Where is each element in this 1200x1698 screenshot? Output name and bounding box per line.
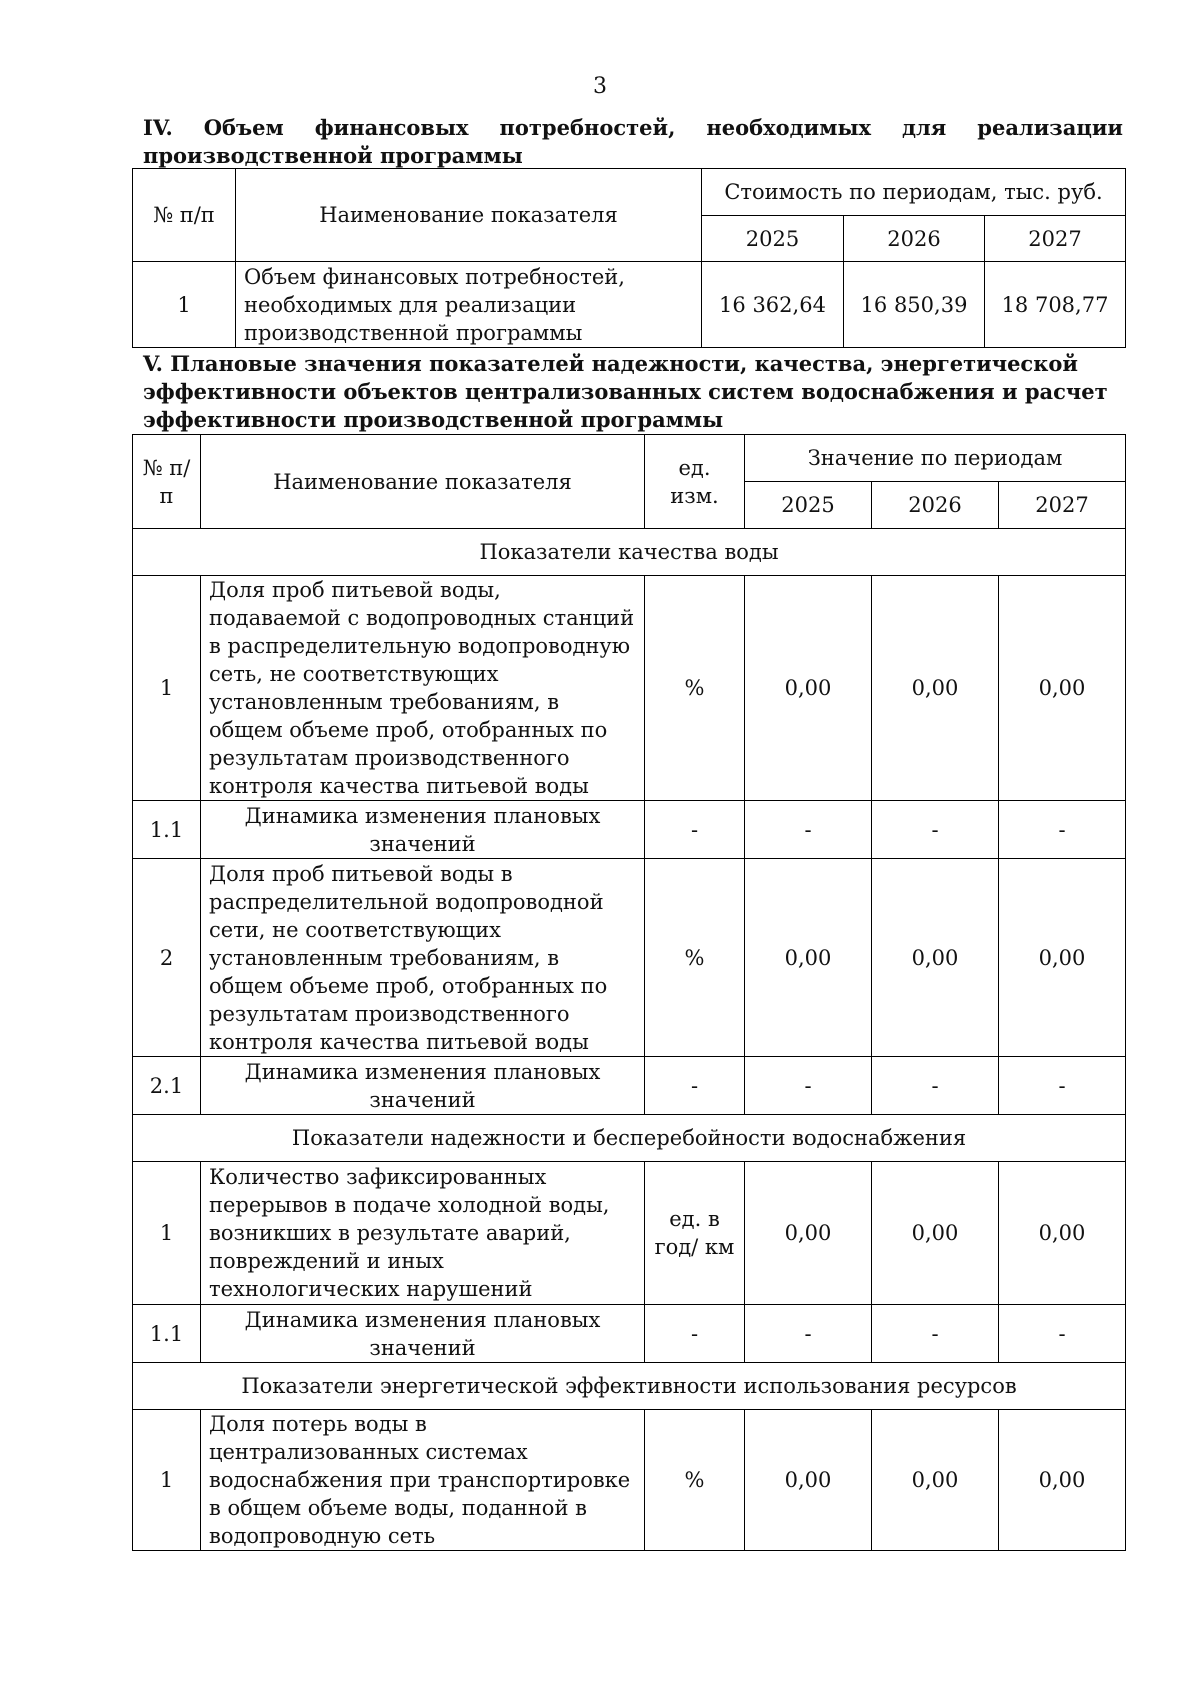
row-value: 0,00 bbox=[999, 576, 1126, 801]
row-value: 0,00 bbox=[872, 859, 999, 1057]
section-5-title: V. Плановые значения показателей надежности, качества, энергетической эффективности объектов централизованных систем водоснабжения и расчет эффективности производственной программы bbox=[143, 351, 1108, 432]
row-unit: - bbox=[645, 801, 745, 859]
row-value: - bbox=[745, 1305, 872, 1363]
row-name: Доля проб питьевой воды, подаваемой с водопроводных станций в распределительную водопроводную сеть, не соответствующих установленным требованиям, в общем объеме проб, отобранных по результатам производственного контроля качества питьевой воды bbox=[201, 576, 645, 801]
table-row bbox=[133, 1410, 1126, 1551]
row-value: - bbox=[999, 801, 1126, 859]
table-row bbox=[133, 1057, 1126, 1115]
row-value: 0,00 bbox=[745, 1162, 872, 1305]
row-unit: - bbox=[645, 1305, 745, 1363]
row-unit: % bbox=[645, 859, 745, 1057]
row-value: 0,00 bbox=[872, 576, 999, 801]
row-number: 1 bbox=[133, 262, 236, 348]
row-value: - bbox=[999, 1057, 1126, 1115]
row-name: Количество зафиксированных перерывов в подаче холодной воды, возникших в результате аварий, повреждений и иных технологических нарушений bbox=[201, 1162, 645, 1305]
group-title: Показатели качества воды bbox=[133, 529, 1126, 576]
row-number: 1 bbox=[133, 1162, 201, 1305]
row-value: - bbox=[872, 801, 999, 859]
row-unit: - bbox=[645, 1057, 745, 1115]
row-number: 1 bbox=[133, 1410, 201, 1551]
row-name: Доля проб питьевой воды в распределительной водопроводной сети, не соответствующих установленным требованиям, в общем объеме проб, отобранных по результатам производственного контроля качества питьевой воды bbox=[201, 859, 645, 1057]
row-number: 2 bbox=[133, 859, 201, 1057]
row-name: Динамика изменения плановых значений bbox=[201, 801, 645, 859]
column-header-cost: Стоимость по периодам, тыс. руб. bbox=[702, 169, 1126, 216]
section-4-title: IV. Объем финансовых потребностей, необходимых для реализации производственной программы bbox=[143, 115, 1123, 168]
row-number: 1 bbox=[133, 576, 201, 801]
row-unit: % bbox=[645, 576, 745, 801]
row-value: 0,00 bbox=[999, 1162, 1126, 1305]
column-header-number: № п/п bbox=[133, 435, 201, 529]
row-value: 0,00 bbox=[999, 1410, 1126, 1551]
group-header-row bbox=[133, 1115, 1126, 1162]
row-value: 16 850,39 bbox=[844, 262, 985, 348]
row-number: 1.1 bbox=[133, 801, 201, 859]
column-header-number: № п/п bbox=[133, 169, 236, 262]
column-header-value: Значение по периодам bbox=[745, 435, 1126, 482]
row-value: 18 708,77 bbox=[985, 262, 1126, 348]
row-value: - bbox=[745, 1057, 872, 1115]
row-number: 2.1 bbox=[133, 1057, 201, 1115]
row-value: - bbox=[745, 801, 872, 859]
row-value: - bbox=[999, 1305, 1126, 1363]
row-name: Доля потерь воды в централизованных системах водоснабжения при транспортировке в общем объеме воды, поданной в водопроводную сеть bbox=[201, 1410, 645, 1551]
row-name: Динамика изменения плановых значений bbox=[201, 1057, 645, 1115]
group-title: Показатели энергетической эффективности использования ресурсов bbox=[133, 1363, 1126, 1410]
table-header-row bbox=[133, 169, 1126, 216]
column-header-name: Наименование показателя bbox=[236, 169, 702, 262]
indicators-table bbox=[132, 434, 1126, 1551]
row-value: 0,00 bbox=[872, 1410, 999, 1551]
column-header-year: 2025 bbox=[745, 482, 872, 529]
row-value: 0,00 bbox=[745, 859, 872, 1057]
column-header-year: 2026 bbox=[872, 482, 999, 529]
row-value: 16 362,64 bbox=[702, 262, 844, 348]
column-header-year: 2026 bbox=[844, 216, 985, 262]
row-value: 0,00 bbox=[745, 576, 872, 801]
row-name: Объем финансовых потребностей, необходимых для реализации производственной программы bbox=[236, 262, 702, 348]
table-row bbox=[133, 859, 1126, 1057]
table-header-row bbox=[133, 435, 1126, 482]
row-unit: ед. в год/ км bbox=[645, 1162, 745, 1305]
row-value: 0,00 bbox=[872, 1162, 999, 1305]
page-number: 3 bbox=[593, 74, 607, 99]
table-row bbox=[133, 1305, 1126, 1363]
group-header-row bbox=[133, 1363, 1126, 1410]
column-header-year: 2027 bbox=[985, 216, 1126, 262]
row-number: 1.1 bbox=[133, 1305, 201, 1363]
group-header-row bbox=[133, 529, 1126, 576]
column-header-unit: ед. изм. bbox=[645, 435, 745, 529]
financial-needs-table bbox=[132, 168, 1126, 348]
table-row bbox=[133, 576, 1126, 801]
column-header-year: 2027 bbox=[999, 482, 1126, 529]
table-row bbox=[133, 801, 1126, 859]
column-header-year: 2025 bbox=[702, 216, 844, 262]
row-name: Динамика изменения плановых значений bbox=[201, 1305, 645, 1363]
group-title: Показатели надежности и бесперебойности водоснабжения bbox=[133, 1115, 1126, 1162]
table-row bbox=[133, 262, 1126, 348]
row-value: 0,00 bbox=[999, 859, 1126, 1057]
column-header-name: Наименование показателя bbox=[201, 435, 645, 529]
row-value: 0,00 bbox=[745, 1410, 872, 1551]
row-value: - bbox=[872, 1057, 999, 1115]
row-value: - bbox=[872, 1305, 999, 1363]
table-row bbox=[133, 1162, 1126, 1305]
row-unit: % bbox=[645, 1410, 745, 1551]
